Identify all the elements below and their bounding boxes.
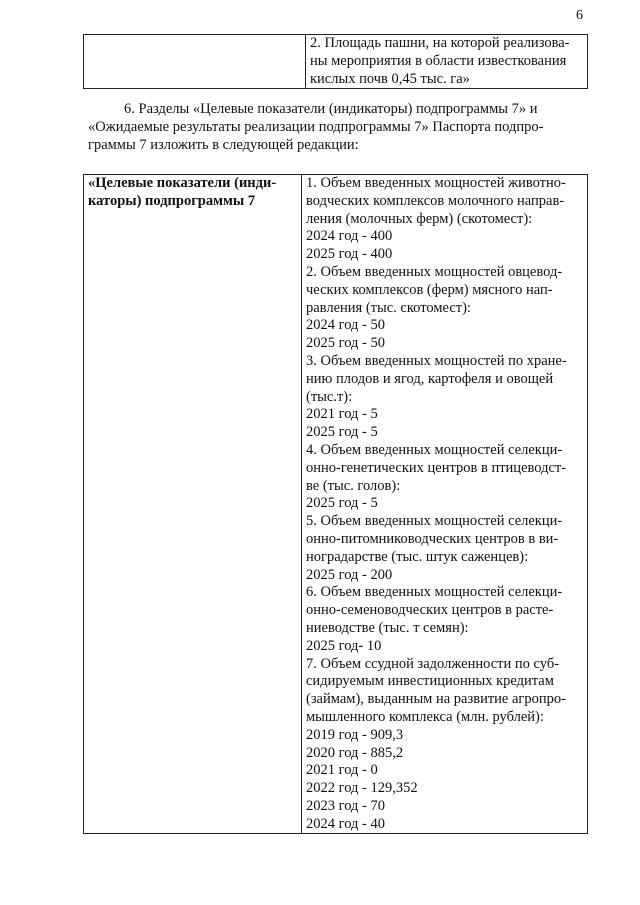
text-line: 2025 год - 200 bbox=[306, 566, 393, 583]
instruction-paragraph bbox=[88, 100, 588, 154]
text-line: «Целевые показатели (инди- bbox=[88, 175, 277, 191]
indicators-values-cell bbox=[302, 175, 588, 834]
top-table-right-cell bbox=[306, 35, 588, 89]
text-line: 2025 год - 50 bbox=[306, 335, 385, 352]
text-line: 6. Объем введенных мощностей селекци- bbox=[306, 584, 563, 601]
text-line: (тыс.т): bbox=[306, 388, 353, 405]
text-line: онно-генетических центров в птицеводст- bbox=[306, 459, 567, 476]
top-table-left-cell bbox=[84, 35, 306, 89]
text-line: 2025 год - 5 bbox=[306, 495, 378, 512]
text-line: 2023 год - 70 bbox=[306, 797, 385, 814]
text-line: 2022 год - 129,352 bbox=[306, 780, 418, 797]
text-line: водческих комплексов молочного направ- bbox=[306, 192, 565, 209]
text-line: 2021 год - 5 bbox=[306, 406, 378, 423]
text-line: 7. Объем ссудной задолженности по суб- bbox=[306, 655, 560, 672]
text-line: «Ожидаемые результаты реализации подпрограммы 7» Паспорта подпро- bbox=[88, 119, 544, 135]
text-line: онно-семеноводческих центров в расте- bbox=[306, 602, 554, 619]
text-line: 1. Объем введенных мощностей животно- bbox=[306, 175, 566, 191]
text-line: (займам), выданным на развитие агропро- bbox=[306, 691, 566, 708]
text-line: 2. Объем введенных мощностей овцевод- bbox=[306, 263, 563, 280]
page-number: 6 bbox=[576, 8, 583, 23]
table-row bbox=[84, 35, 588, 89]
text-line: 2025 год - 400 bbox=[306, 246, 393, 263]
text-line: кислых почв 0,45 тыс. га» bbox=[310, 70, 470, 87]
text-line: 2024 год - 400 bbox=[306, 228, 393, 245]
text-line: каторы) подпрограммы 7 bbox=[88, 192, 256, 209]
text-line: 4. Объем введенных мощностей селекци- bbox=[306, 441, 563, 458]
text-line: 2020 год - 885,2 bbox=[306, 744, 404, 761]
table-row bbox=[84, 175, 588, 834]
text-line: ления (молочных ферм) (скотомест): bbox=[306, 210, 533, 227]
top-table bbox=[83, 34, 588, 89]
text-line: граммы 7 изложить в следующей редакции: bbox=[88, 137, 359, 153]
text-line: нию плодов и ягод, картофеля и овощей bbox=[306, 370, 554, 387]
text-line: ческих комплексов (ферм) мясного нап- bbox=[306, 281, 553, 298]
indicators-table bbox=[83, 174, 588, 834]
text-line: 2025 год - 5 bbox=[306, 424, 378, 441]
text-line: 2025 год- 10 bbox=[306, 637, 382, 654]
text-line: мышленного комплекса (млн. рублей): bbox=[306, 708, 544, 725]
text-line: 2024 год - 40 bbox=[306, 815, 385, 832]
text-line: сидируемым инвестиционных кредитам bbox=[306, 673, 554, 690]
text-line: 2. Площадь пашни, на которой реализова- bbox=[310, 35, 570, 51]
text-line: онно-питомниководческих центров в ви- bbox=[306, 530, 559, 547]
text-line: ноградарстве (тыс. штук саженцев): bbox=[306, 548, 529, 565]
text-line: 2024 год - 50 bbox=[306, 317, 385, 334]
text-line: равления (тыс. скотомест): bbox=[306, 299, 471, 316]
text-line: ны мероприятия в области известкования bbox=[310, 52, 567, 69]
text-line: ве (тыс. голов): bbox=[306, 477, 401, 494]
text-line: ниеводстве (тыс. т семян): bbox=[306, 619, 469, 636]
text-line: 5. Объем введенных мощностей селекци- bbox=[306, 513, 563, 530]
text-line: 3. Объем введенных мощностей по хране- bbox=[306, 352, 567, 369]
indicators-heading-cell bbox=[84, 175, 302, 834]
text-line: 6. Разделы «Целевые показатели (индикаторы) подпрограммы 7» и bbox=[124, 101, 538, 117]
text-line: 2021 год - 0 bbox=[306, 762, 378, 779]
text-line: 2019 год - 909,3 bbox=[306, 726, 404, 743]
